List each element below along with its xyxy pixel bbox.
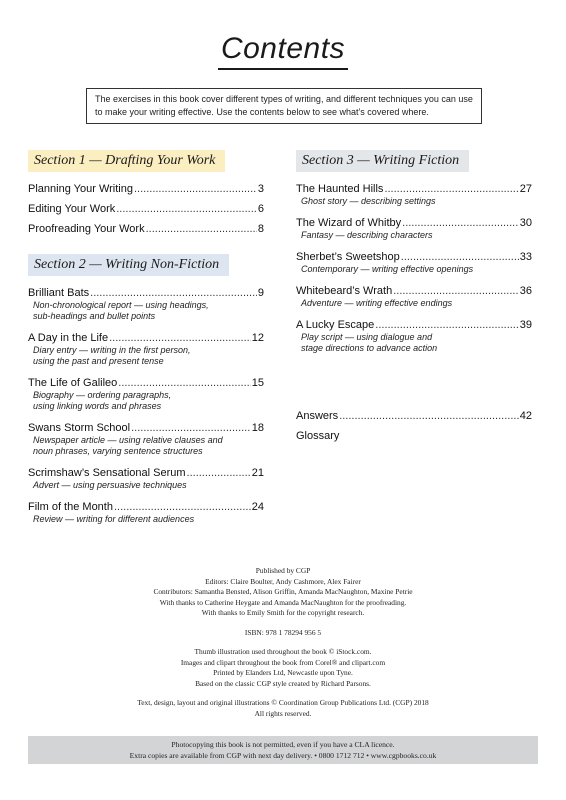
leader-dots xyxy=(375,318,518,332)
toc-entry[interactable] xyxy=(28,202,264,216)
toc-entry[interactable] xyxy=(28,500,264,525)
toc-entry[interactable] xyxy=(28,421,264,457)
toc-entry-title: Planning Your Writing xyxy=(28,183,133,195)
toc-entry-description: using the past and present tense xyxy=(33,356,164,366)
toc-entry-title: Brilliant Bats xyxy=(28,287,90,299)
toc-entry-title: Whitebeard’s Wrath xyxy=(296,285,393,297)
toc-entry-description: Adventure — writing effective endings xyxy=(301,298,453,308)
toc-entry-description: Play script — using dialogue and xyxy=(301,332,433,342)
toc-entry[interactable] xyxy=(296,284,532,309)
left-column xyxy=(28,150,264,534)
toc-entry-description: Advert — using persuasive techniques xyxy=(33,480,187,490)
toc-entry[interactable] xyxy=(296,182,532,207)
toc-entry[interactable] xyxy=(28,222,264,236)
imprint-line: Editors: Claire Boulter, Andy Cashmore, Alex Fairer xyxy=(205,576,361,586)
right-column xyxy=(296,150,532,443)
toc-entry-description: Biography — ordering paragraphs, xyxy=(33,390,172,400)
toc-entry-description: Contemporary — writing effective openings xyxy=(301,264,474,274)
toc-entry[interactable] xyxy=(28,182,264,196)
toc-entry-page: 33 xyxy=(519,251,532,263)
toc-entry-title: The Haunted Hills xyxy=(296,183,384,195)
leader-dots xyxy=(90,286,257,300)
toc-entry-description: sub-headings and bullet points xyxy=(33,311,156,321)
leader-dots xyxy=(116,202,257,216)
section-2-heading: Section 2 — Writing Non-Fiction xyxy=(28,254,229,276)
toc-entry-page: 8 xyxy=(257,223,264,235)
section-3-heading: Section 3 — Writing Fiction xyxy=(296,150,469,172)
imprint-line: With thanks to Emily Smith for the copyright research. xyxy=(201,608,365,617)
toc-entry-title: Film of the Month xyxy=(28,501,113,513)
toc-entry-title: The Life of Galileo xyxy=(28,377,118,389)
toc-entry-answers[interactable] xyxy=(296,409,532,423)
toc-entry-description: Fantasy — describing characters xyxy=(301,230,433,240)
toc-entry-title: Swans Storm School xyxy=(28,422,131,434)
toc-entry-glossary[interactable]: Glossary xyxy=(296,430,340,442)
toc-entry-description: Diary entry — writing in the first person, xyxy=(33,345,191,355)
toc-entry-page: 24 xyxy=(251,501,264,513)
toc-entry[interactable] xyxy=(28,466,264,491)
toc-entry-title: Sherbet’s Sweetshop xyxy=(296,251,400,263)
footer-line: Extra copies are available from CGP with next day delivery. • 0800 1712 712 • www.cgpbooks.co.uk xyxy=(129,751,437,760)
toc-entry-title: The Wizard of Whitby xyxy=(296,217,402,229)
toc-entry-page: 30 xyxy=(519,217,532,229)
page-title: Contents xyxy=(220,32,346,65)
leader-dots xyxy=(114,500,251,514)
footer-bar xyxy=(28,736,538,764)
toc-entry-description: Non-chronological report — using headings, xyxy=(33,300,209,310)
toc-entry-page: 12 xyxy=(251,332,264,344)
toc-entry-page: 9 xyxy=(257,287,264,299)
imprint-line: Published by CGP xyxy=(255,566,311,575)
leader-dots xyxy=(131,421,251,435)
toc-entry-page: 27 xyxy=(519,183,532,195)
leader-dots xyxy=(187,466,251,480)
toc-entry-page: 21 xyxy=(251,467,264,479)
toc-entry-page: 18 xyxy=(251,422,264,434)
toc-entry-description: using linking words and phrases xyxy=(33,401,162,411)
toc-entry-title: A Day in the Life xyxy=(28,332,109,344)
toc-entry[interactable] xyxy=(296,250,532,275)
intro-box: The exercises in this book cover different types of writing, and different techniques you can use to make your writing effective. Use the contents below to see what’s covered where. xyxy=(86,88,482,124)
toc-entry[interactable] xyxy=(28,376,264,412)
toc-entry-description: Review — writing for different audiences xyxy=(33,514,195,524)
toc-entry-title: Editing Your Work xyxy=(28,203,116,215)
isbn: ISBN: 978 1 78294 956 5 xyxy=(244,627,322,637)
leader-dots xyxy=(109,331,251,345)
toc-entry[interactable] xyxy=(28,331,264,367)
toc-entry-page: 6 xyxy=(257,203,264,215)
toc-entry[interactable] xyxy=(296,216,532,241)
imprint-line: Thumb illustration used throughout the book © iStock.com. xyxy=(194,647,372,656)
leader-dots xyxy=(118,376,250,390)
imprint-line: Contributors: Samantha Bensted, Alison Griffin, Amanda MacNaughton, Maxine Petrie xyxy=(153,587,413,596)
footer-line: Photocopying this book is not permitted, even if you have a CLA licence. xyxy=(171,740,395,749)
toc-entry-page: 15 xyxy=(251,377,264,389)
toc-entry-title: A Lucky Escape xyxy=(296,319,375,331)
title-underline xyxy=(218,68,348,70)
imprint-block xyxy=(0,566,566,719)
toc-entry[interactable] xyxy=(296,318,532,354)
toc-entry-description: noun phrases, varying sentence structures xyxy=(33,446,203,456)
toc-entry-title: Proofreading Your Work xyxy=(28,223,145,235)
toc-entry-description: stage directions to advance action xyxy=(301,343,438,353)
leader-dots xyxy=(402,216,519,230)
imprint-line: With thanks to Catherine Heygate and Amanda MacNaughton for the proofreading. xyxy=(159,597,407,607)
leader-dots xyxy=(401,250,519,264)
toc-entry-page: 42 xyxy=(519,410,532,422)
imprint-line: Images and clipart throughout the book from Corel® and clipart.com xyxy=(180,657,386,667)
toc-entry[interactable] xyxy=(28,286,264,322)
toc-entry-description: Newspaper article — using relative clauses and xyxy=(33,435,223,445)
leader-dots xyxy=(384,182,518,196)
imprint-line: Based on the classic CGP style created by Richard Parsons. xyxy=(195,678,371,688)
toc-entry-title: Scrimshaw’s Sensational Serum xyxy=(28,467,186,479)
toc-entry-title: Answers xyxy=(296,410,339,422)
leader-dots xyxy=(134,182,257,196)
imprint-line: Printed by Elanders Ltd, Newcastle upon Tyne. xyxy=(213,668,353,677)
leader-dots xyxy=(146,222,257,236)
section-1-heading: Section 1 — Drafting Your Work xyxy=(28,150,225,172)
leader-dots xyxy=(339,409,519,423)
toc-entry-page: 36 xyxy=(519,285,532,297)
toc-entry-description: Ghost story — describing settings xyxy=(301,196,436,206)
leader-dots xyxy=(393,284,519,298)
toc-entry-page: 3 xyxy=(257,183,264,195)
copyright-line: Text, design, layout and original illustrations © Coordination Group Publications Ltd. (CGP) 2018 xyxy=(137,698,429,707)
toc-entry-page: 39 xyxy=(519,319,532,331)
rights-line: All rights reserved. xyxy=(254,708,312,718)
